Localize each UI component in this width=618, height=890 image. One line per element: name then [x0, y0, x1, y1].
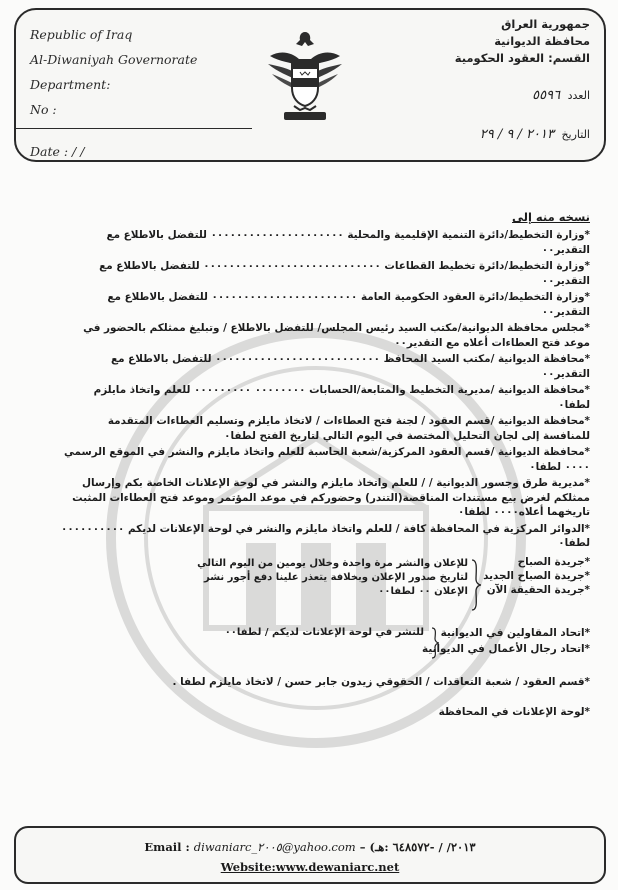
iraq-eagle-emblem-icon — [264, 26, 346, 124]
notice-board-item: *لوحة الإعلانات في المحافظة — [438, 706, 590, 718]
unions-list — [422, 625, 590, 657]
list-item: *محافظة الديوانية /قسم العقود / لجنة فتح العطاءات / لاتخاذ مايلزم وتسليم العطاءات المتقدمة للمنافسة إلى لجان التحليل المختصة في اليوم التالي لتاريخ الفتح لطفا٠ — [107, 415, 590, 442]
list-item: *الدوائر المركزية في المحافظة كافة / للعلم واتخاذ مايلزم والنشر في لوحة الإعلانات لديكم ٠٠٠٠٠٠٠٠٠٠ لطفا٠ — [60, 522, 590, 549]
newspaper-item: *جريدة الحقيقة الآن — [486, 583, 590, 596]
union-item: *اتحاد رجال الأعمال في الديوانية — [422, 642, 590, 655]
union-item: *اتحاد المقاولين في الديوانية — [440, 626, 590, 639]
document-body — [60, 210, 590, 722]
number-value: ٥٥٩٦ — [532, 88, 561, 103]
governorate-name-en: Al-Diwaniyah Governorate — [30, 52, 198, 67]
department-label-en: Department: — [30, 77, 111, 92]
governorate-name-ar: محافظة الديوانية — [494, 34, 590, 48]
email-label: Email : — [144, 840, 190, 854]
footer-contact — [16, 840, 604, 854]
list-item: *وزارة التخطيط/دائرة العقود الحكومية العامة ٠٠٠٠٠٠٠٠٠٠٠٠٠٠٠٠٠٠٠٠٠٠٠ للتفضل بالاطلاع مع التقدير٠٠ — [107, 291, 590, 318]
copy-to-heading: نسخه منه إلى — [512, 210, 590, 224]
number-label-ar: العدد — [567, 89, 590, 102]
newspapers-list — [480, 555, 590, 597]
email-address: diwaniarc_٢٠٠٥@yahoo.com — [193, 840, 356, 854]
number-label-en: No : — [30, 102, 57, 117]
phone-number: – (٢٠١٣/ / -٦٤٨٥٧٢ :هـ — [359, 840, 476, 854]
newspapers-note: للإعلان والنشر مرة واحدة وخلال يومين من اليوم التالي لتاريخ صدور الإعلان وبخلافة يتعذر علينا دفع أجور نشر الإعلان ٠٠ لطفا٠٠ — [197, 557, 468, 597]
letterhead — [14, 8, 606, 162]
document-date — [380, 126, 590, 143]
newspapers-group — [60, 555, 590, 611]
list-item: *مديرية طرق وجسور الديوانية / / للعلم واتخاذ مايلزم والنشر في لوحة الإعلانات الخاصة بكم وإرسال ممثلكم لغرض بيع مستندات المناقصة(التندر) وحضوركم في موعد المؤتمر وموعد فتح العطاءات المثبت تاريخهما أعلاه٠٠٠٠ لطفا٠ — [72, 477, 590, 518]
list-item: *محافظة الديوانية /مديرية التخطيط والمتابعة/الحسابات ٠٠٠٠٠٠٠٠ ٠٠٠٠٠٠٠٠٠ للعلم واتخاذ مايلزم لطفا٠ — [93, 384, 590, 411]
date-label-en: Date : / / — [30, 144, 85, 159]
list-item: *محافظة الديوانية /قسم العقود المركزية/شعبة الحاسبة للعلم واتخاذ مايلزم والنشر في الموقع الرسمي ٠٠٠٠ لطفا٠ — [64, 446, 590, 473]
letterhead-english — [30, 22, 240, 159]
contracts-item: *قسم العقود / شعبة التعاقدات / الحقوقي زيدون جابر حسن / لاتخاذ مايلزم لطفا . — [172, 675, 590, 688]
brace-icon — [470, 559, 482, 611]
list-item: *وزارة التخطيط/دائرة تخطيط القطاعات ٠٠٠٠٠٠٠٠٠٠٠٠٠٠٠٠٠٠٠٠٠٠٠٠٠٠٠٠ للتفضل بالاطلاع مع التقدير٠٠ — [99, 260, 590, 287]
country-name-en: Republic of Iraq — [30, 27, 133, 42]
website-link[interactable]: Website:www.dewaniarc.net — [220, 860, 400, 874]
brace-icon — [430, 627, 440, 659]
list-item: *مجلس محافظة الديوانية/مكتب السيد رئيس المجلس/ للتفضل بالاطلاع / وتبليغ ممثلكم بالحضور في موعد فتح العطاءات أعلاه مع التقدير٠٠ — [83, 322, 590, 349]
letterhead-arabic — [380, 16, 590, 143]
newspaper-item: *جريدة الصباح — [517, 555, 590, 568]
list-item: *وزارة التخطيط/دائرة التنمية الإقليمية والمحلية ٠٠٠٠٠٠٠٠٠٠٠٠٠٠٠٠٠٠٠٠٠ للتفضل بالاطلاع مع التقدير٠٠ — [106, 229, 590, 256]
department-ar: القسم: العقود الحكومية — [454, 51, 590, 65]
country-name-ar: جمهورية العراق — [501, 17, 590, 31]
list-item: *محافظة الديوانية /مكتب السيد المحافظ ٠٠٠٠٠٠٠٠٠٠٠٠٠٠٠٠٠٠٠٠٠٠٠٠٠٠ للتفضل بالاطلاع مع التقدير٠٠ — [111, 353, 590, 380]
reference-number — [380, 87, 590, 104]
unions-note: للنشر في لوحة الإعلانات لديكم / لطفا٠٠ — [224, 626, 424, 638]
date-value: ٢٠١٣ / ٩ / ٢٩ — [479, 127, 554, 142]
header-divider — [16, 128, 252, 129]
unions-group — [60, 625, 590, 661]
newspaper-item: *جريدة الصباح الجديد — [483, 569, 590, 582]
letterhead-footer — [14, 826, 606, 884]
date-label-ar: التاريخ — [561, 128, 590, 141]
